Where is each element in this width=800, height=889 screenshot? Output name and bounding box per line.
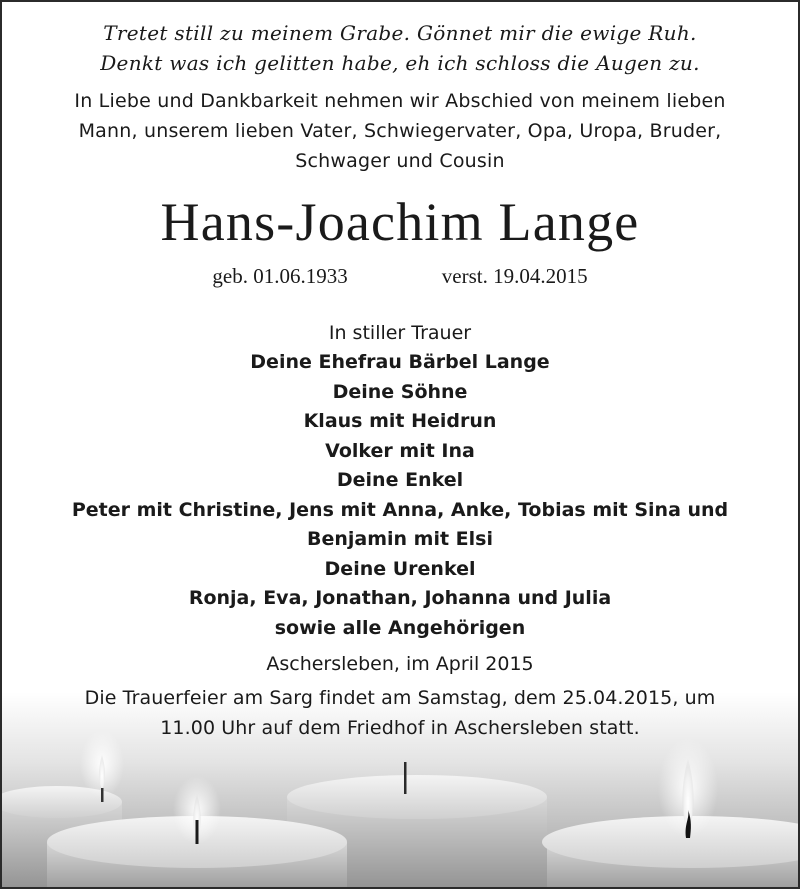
- intro-line: Mann, unserem lieben Vater, Schwiegervater, Opa, Uropa, Bruder,: [78, 120, 722, 142]
- mourner-line: Deine Enkel: [336, 469, 464, 491]
- deceased-name: Hans-Joachim Lange: [160, 192, 640, 252]
- mourner-line: Deine Söhne: [332, 380, 468, 403]
- intro-line: Schwager und Cousin: [295, 150, 505, 172]
- death-date: verst. 19.04.2015: [441, 264, 588, 288]
- poem: [2, 18, 798, 78]
- place-date: Aschersleben, im April 2015: [266, 653, 534, 675]
- mourning-heading: In stiller Trauer: [328, 322, 472, 344]
- funeral-line: 11.00 Uhr auf dem Friedhof in Aschersleben statt.: [160, 717, 640, 739]
- mourner-line: Benjamin mit Elsi: [306, 528, 493, 550]
- intro-text: [2, 86, 798, 176]
- mourner-line: Klaus mit Heidrun: [303, 410, 497, 432]
- poem-line: Tretet still zu meinem Grabe. Gönnet mir die ewige Ruh.: [103, 21, 697, 45]
- poem-line: Denkt was ich gelitten habe, eh ich schloss die Augen zu.: [100, 51, 700, 75]
- mourner-line: Ronja, Eva, Jonathan, Johanna und Julia: [188, 587, 612, 609]
- mourner-line: Volker mit Ina: [325, 439, 475, 462]
- life-dates: [2, 262, 798, 290]
- funeral-info: [2, 683, 798, 743]
- mourner-line: Peter mit Christine, Jens mit Anna, Anke, Tobias mit Sina und: [71, 498, 729, 521]
- mourner-line: Deine Urenkel: [324, 557, 476, 580]
- funeral-line: Die Trauerfeier am Sarg findet am Samstag, dem 25.04.2015, um: [84, 687, 716, 709]
- notice-content: [2, 18, 798, 743]
- mourner-line: sowie alle Angehörigen: [274, 616, 526, 639]
- birth-date: geb. 01.06.1933: [212, 264, 348, 288]
- mourners-list: [2, 348, 798, 643]
- mourner-line: Deine Ehefrau Bärbel Lange: [250, 351, 550, 373]
- intro-line: In Liebe und Dankbarkeit nehmen wir Abschied von meinem lieben: [74, 90, 726, 112]
